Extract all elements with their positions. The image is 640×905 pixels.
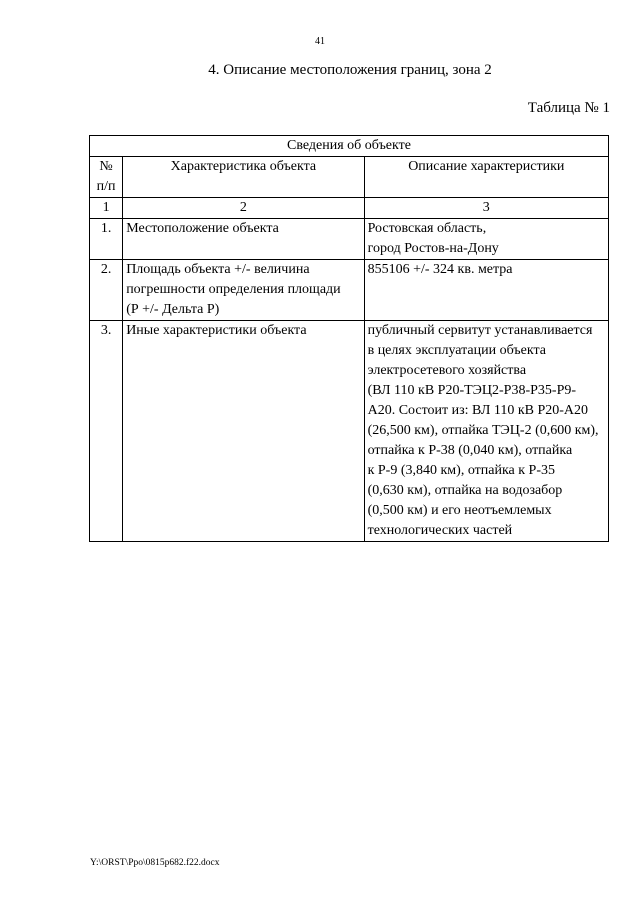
header-number [90,157,123,198]
column-number-row [90,198,609,219]
description-line: в целях эксплуатации объекта [367,343,546,358]
description-line: Ростовская область, [367,221,487,236]
characteristic-line: Площадь объекта +/- величина [126,262,310,277]
table-row [90,321,609,542]
row-characteristic [123,219,364,260]
description-line: отпайка к Р-38 (0,040 км), отпайка [367,443,573,458]
table-row [90,260,609,321]
description-line: 855106 +/- 324 кв. метра [367,262,513,277]
description-line: электросетевого хозяйства [367,363,527,378]
header-characteristic: Характеристика объекта [123,157,364,198]
characteristic-line: погрешности определения площади [126,282,341,297]
description-line: к Р-9 (3,840 км), отпайка к Р-35 [367,463,555,478]
table-row [90,219,609,260]
footer-file-path: Y:\ORST\Ppo\0815p682.f22.docx [90,858,220,868]
characteristic-line: (Р +/- Дельта Р) [126,302,220,317]
column-number-1: 1 [90,198,123,219]
description-line: публичный сервитут устанавливается [367,323,593,338]
characteristic-line: Иные характеристики объекта [126,323,307,338]
description-line: город Ростов-на-Дону [367,241,499,256]
row-description [364,219,608,260]
header-description: Описание характеристики [364,157,608,198]
table-header-row [90,157,609,198]
row-number: 2. [90,260,123,321]
description-line: (0,500 км) и его неотъемлемых [367,503,552,518]
table-title-row [90,136,609,157]
description-line: (0,630 км), отпайка на водозабор [367,483,563,498]
column-number-2: 2 [123,198,364,219]
table-title: Сведения об объекте [90,136,609,157]
characteristic-line: Местоположение объекта [126,221,279,236]
section-title: 4. Описание местоположения границ, зона 2 [208,62,492,78]
page-number: 41 [315,36,325,47]
row-description [364,260,608,321]
description-line: (26,500 км), отпайка ТЭЦ-2 (0,600 км), [367,423,599,438]
column-number-3: 3 [364,198,608,219]
row-description [364,321,608,542]
row-characteristic [123,321,364,542]
description-line: А20. Состоит из: ВЛ 110 кВ Р20-А20 [367,403,589,418]
object-info-table [89,135,609,542]
row-number: 3. [90,321,123,542]
row-characteristic [123,260,364,321]
description-line: (ВЛ 110 кВ Р20-ТЭЦ2-Р38-Р35-Р9- [367,383,577,398]
description-line: технологических частей [367,523,513,538]
header-number-label: № п/п [96,159,116,194]
table-caption: Таблица № 1 [527,100,610,116]
row-number: 1. [90,219,123,260]
